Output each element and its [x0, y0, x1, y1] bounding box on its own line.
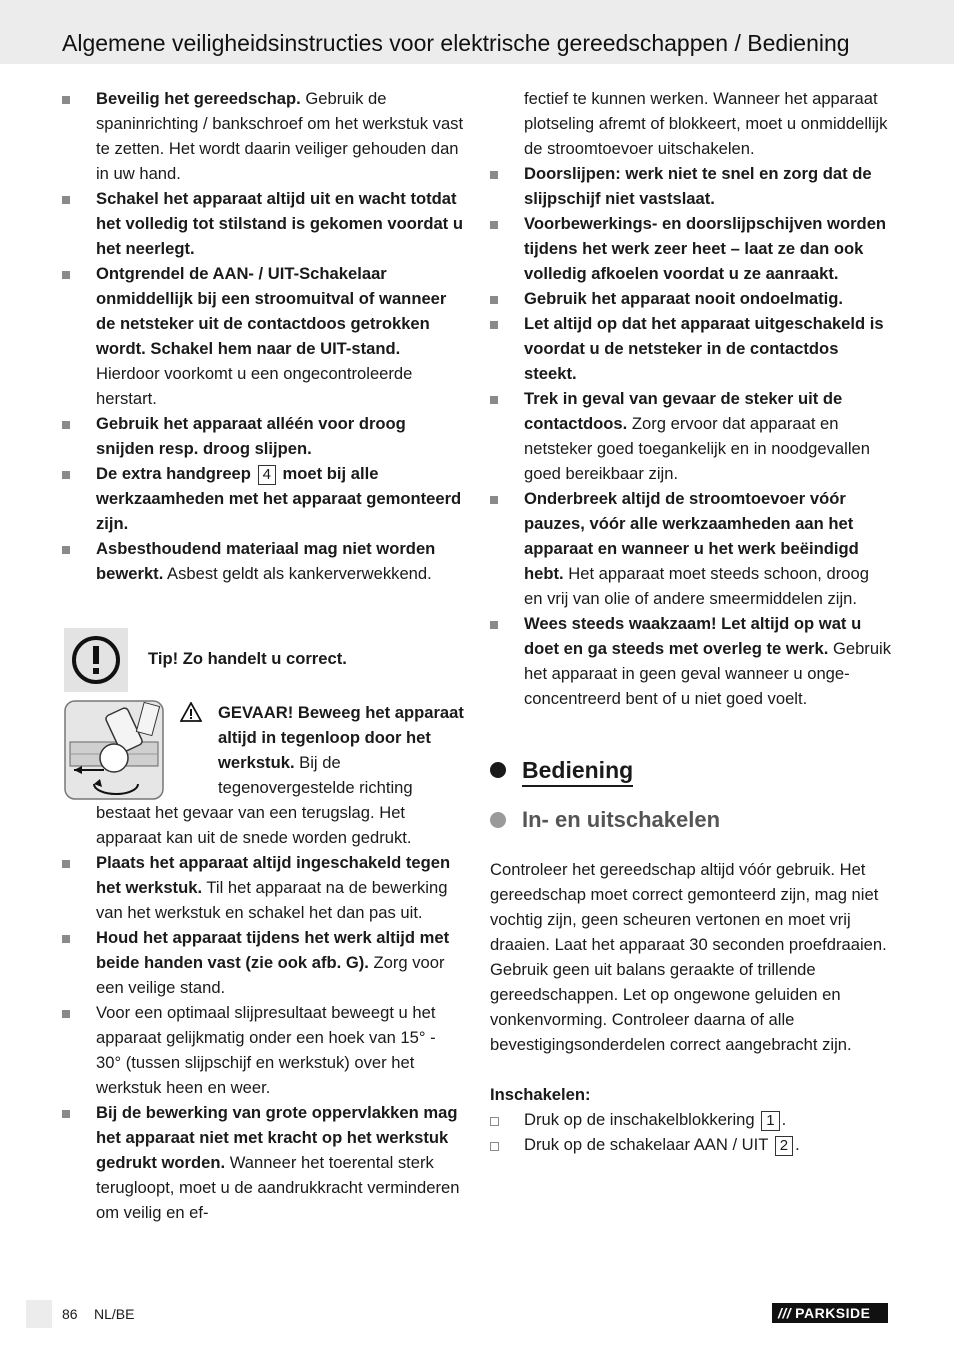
danger-text-continued: bestaat het gevaar van een terugslag. Het apparaat kan uit de snede worden gedrukt.	[96, 803, 412, 847]
brand-logo	[772, 1303, 888, 1323]
step-item	[490, 1132, 892, 1157]
footer-marker	[26, 1300, 52, 1328]
step-text: Druk op de schakelaar AAN / UIT	[524, 1135, 769, 1154]
item-bold-text: Doorslijpen: werk niet te snel en zorg dat de slijpschijf niet vastslaat.	[524, 164, 872, 208]
language-code: NL/BE	[94, 1306, 135, 1322]
step-end: .	[795, 1135, 800, 1154]
square-bullet-icon	[490, 496, 498, 504]
square-bullet-icon	[62, 271, 70, 279]
square-bullet-icon	[62, 196, 70, 204]
tip-label: Tip! Zo handelt u correct.	[148, 649, 347, 668]
list-item	[62, 261, 464, 411]
continued-text: fectief te kunnen werken. Wanneer het apparaat plotseling afremt of blokkeert, moet u onmiddellijk de stroomtoevoer uitschakelen.	[524, 89, 888, 158]
section-heading	[490, 755, 892, 785]
square-bullet-icon	[62, 546, 70, 554]
right-column	[490, 86, 892, 1157]
item-bold-text: Gebruik het apparaat nooit ondoelmatig.	[524, 289, 844, 308]
square-bullet-icon	[490, 221, 498, 229]
item-text: Gebruik de spaninrichting / bankschroef om het werkstuk vast te zetten. Het wordt daarin veiliger gehouden dan in uw hand.	[96, 89, 464, 183]
square-bullet-icon	[62, 1010, 70, 1018]
square-bullet-icon	[490, 621, 498, 629]
square-bullet-icon	[62, 935, 70, 943]
item-bold-text: Onderbreek altijd de stroomtoevoer vóór pauzes, vóór alle werkzaamheden aan het apparaat en wanneer u het werk beëindigd hebt.	[524, 489, 859, 583]
item-text: Hierdoor voorkomt u een ongecontroleerde herstart.	[96, 364, 413, 408]
item-bold-text: Schakel het apparaat altijd uit en wacht totdat het volledig tot stilstand is gekomen voordat u het neerlegt.	[96, 189, 463, 258]
list-item	[490, 486, 892, 611]
left-column	[62, 86, 464, 1225]
square-outline-bullet-icon	[490, 1142, 499, 1151]
switch-on-heading: Inschakelen:	[490, 1085, 591, 1104]
step-item	[490, 1107, 892, 1132]
list-item	[490, 611, 892, 711]
list-item	[490, 211, 892, 286]
list-item	[62, 86, 464, 186]
part-reference-badge: 4	[258, 465, 276, 485]
item-text: Zorg ervoor dat apparaat en netsteker goed toegankelijk en in noodgevallen goed bereikbaar zijn.	[524, 414, 870, 483]
list-item	[62, 925, 464, 1000]
item-bold-text: Asbesthoudend materiaal mag niet worden bewerkt.	[96, 539, 436, 583]
item-text: Het apparaat moet steeds schoon, droog en vrij van olie of andere smeermiddelen zijn.	[524, 564, 869, 608]
item-text: Voor een optimaal slijpresultaat beweegt u het apparaat gelijkmatig onder een hoek van 15° - 30° (tussen slijpschijf en werkstuk) over het werkstuk heen en weer.	[96, 1003, 436, 1097]
step-end: .	[781, 1110, 787, 1129]
list-item	[62, 1000, 464, 1100]
subsection-heading	[490, 805, 892, 835]
square-outline-bullet-icon	[490, 1117, 499, 1126]
list-item	[62, 1100, 464, 1225]
list-item	[490, 386, 892, 486]
item-bold-text: Gebruik het apparaat alléén voor droog snijden resp. droog slijpen.	[96, 414, 406, 458]
item-text: Wanneer het toerental sterk terugloopt, moet u de aandrukkracht verminderen om veilig en ef-	[96, 1153, 460, 1222]
instructions-paragraph: Controleer het gereedschap altijd vóór gebruik. Het gereedschap moet correct gemonteerd zijn, mag niet vochtig zijn, geen scheuren vertonen en moet vrij draaien. Laat het apparaat 30 seconden proefdraaien. Gebruik geen uit balans geraakte of trillende gereedschappen. Let op ongewone geluiden en vonkenvorming. Controleer daarna of alle bevestigingsonderdelen correct aangebracht zijn.	[490, 860, 887, 1054]
list-item	[62, 850, 464, 925]
item-text: Zorg voor een veilige stand.	[96, 953, 445, 997]
exclamation-icon	[64, 628, 128, 692]
square-bullet-icon	[490, 396, 498, 404]
warning-triangle-icon	[180, 702, 202, 729]
heading-dot-icon	[490, 812, 506, 828]
part-reference-badge: 2	[775, 1136, 793, 1156]
list-item	[490, 286, 892, 311]
square-bullet-icon	[490, 171, 498, 179]
item-text: Til het apparaat na de bewerking van het werkstuk en schakel het dan pas uit.	[96, 878, 448, 922]
item-bold-text: Plaats het apparaat altijd ingeschakeld tegen het werkstuk.	[96, 853, 451, 897]
item-text: Gebruik het apparaat in geen geval wanneer u ongeconcentreerd bent of u niet goed voelt.	[524, 639, 892, 708]
list-item	[62, 461, 464, 536]
list-item	[490, 311, 892, 386]
item-bold-text: Let altijd op dat het apparaat uitgeschakeld is voordat u de netsteker in de contactdos steekt.	[524, 314, 884, 383]
danger-text-part: Bij de tegenovergestelde richting	[218, 753, 413, 797]
item-bold-text: Voorbewerkings- en doorslijpschijven worden tijdens het werk zeer heet – laat ze dan ook volledig afkoelen voordat u ze aanraakt.	[524, 214, 887, 283]
danger-text	[62, 700, 464, 800]
part-reference-badge: 1	[761, 1111, 779, 1131]
brand-slashes: ///	[778, 1305, 792, 1321]
item-bold-text: Beveilig het gereedschap.	[96, 89, 301, 108]
square-bullet-icon	[490, 296, 498, 304]
list-item	[62, 411, 464, 461]
item-bold-text: De extra handgreep	[96, 464, 251, 483]
subsection-heading-text: In- en uitschakelen	[522, 807, 721, 832]
step-text: Druk op de inschakelblokkering	[524, 1110, 755, 1129]
item-bold-text: Ontgrendel de AAN- / UIT-Schakelaar onmiddellijk bij een stroomuitval of wanneer de netsteker uit de contactdoos getrokken wordt. Schakel hem naar de UIT-stand.	[96, 264, 447, 358]
item-bold-text: Trek in geval van gevaar de steker uit de contactdoos.	[524, 389, 843, 433]
square-bullet-icon	[62, 860, 70, 868]
brand-name: PARKSIDE	[795, 1305, 871, 1321]
list-item	[62, 536, 464, 586]
item-bold-text: Bij de bewerking van grote oppervlakken mag het apparaat niet met kracht op het werkstuk gedrukt worden.	[96, 1103, 458, 1172]
square-bullet-icon	[62, 1110, 70, 1118]
square-bullet-icon	[490, 321, 498, 329]
item-bold-text: moet bij alle werkzaamheden met het apparaat gemonteerd zijn.	[96, 464, 462, 533]
list-item	[62, 186, 464, 261]
danger-bold-text: GEVAAR! Beweeg het apparaat altijd in tegenloop door het werkstuk.	[218, 703, 464, 772]
square-bullet-icon	[62, 96, 70, 104]
item-bold-text: Houd het apparaat tijdens het werk altijd met beide handen vast (zie ook afb. G).	[96, 928, 450, 972]
page-title: Algemene veiligheidsinstructies voor elektrische gereedschappen / Bediening	[62, 30, 850, 56]
square-bullet-icon	[62, 421, 70, 429]
danger-block	[62, 700, 464, 850]
item-bold-text: Wees steeds waakzaam! Let altijd op wat u doet en ga steeds met overleg te werk.	[524, 614, 862, 658]
item-text: Asbest geldt als kankerverwekkend.	[163, 564, 432, 583]
heading-dot-icon	[490, 762, 506, 778]
list-item	[490, 161, 892, 211]
page-number: 86	[62, 1306, 78, 1322]
page-header	[0, 0, 954, 64]
section-heading-text: Bediening	[522, 757, 633, 787]
tip-box	[62, 628, 464, 694]
square-bullet-icon	[62, 471, 70, 479]
